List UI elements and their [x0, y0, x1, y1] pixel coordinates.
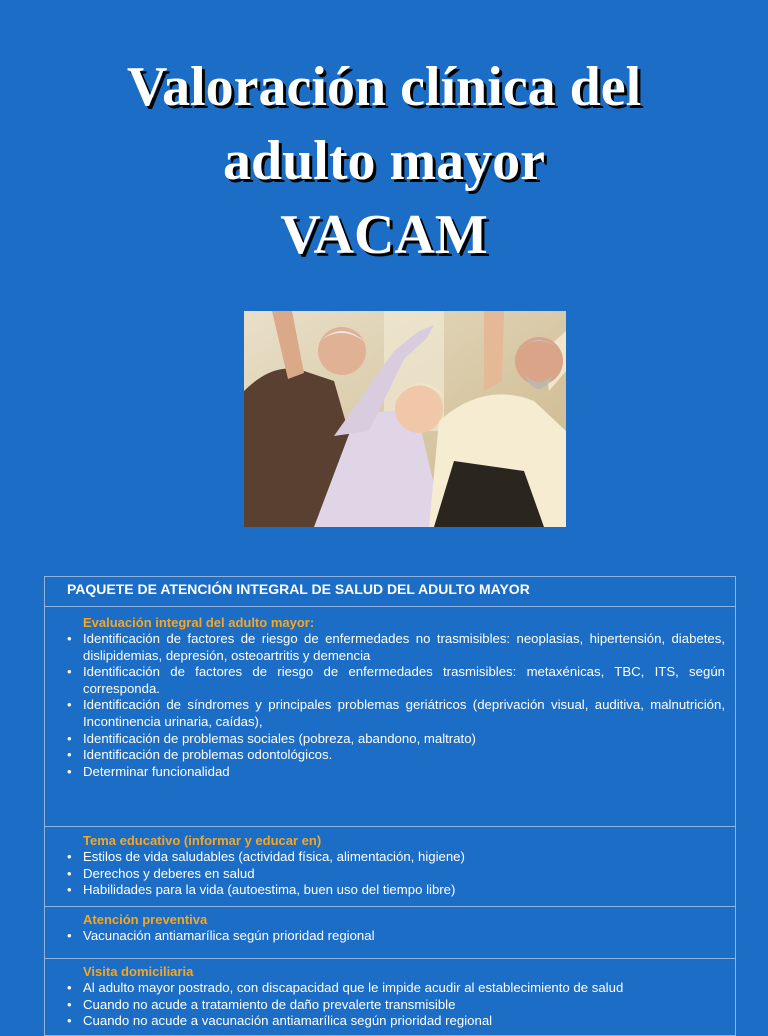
title-line-1: Valoración clínica del — [126, 56, 642, 118]
bullet-list — [67, 849, 725, 899]
section-atencion-preventiva — [45, 907, 735, 959]
list-item: • Cuando no acude a tratamiento de daño prevalerte transmisible — [67, 997, 725, 1014]
list-item: • Habilidades para la vida (autoestima, buen uso del tiempo libre) — [67, 882, 725, 899]
title-line-3: VACAM — [280, 204, 488, 266]
list-item: • Determinar funcionalidad — [67, 764, 725, 781]
section-title: Evaluación integral del adulto mayor: — [83, 615, 315, 630]
list-item: • Identificación de factores de riesgo de enfermedades no trasmisibles: neoplasias, hipertensión, diabetes, dislipidemias, depresión, osteoartritis y demencia — [67, 631, 725, 664]
slide-title — [0, 50, 768, 272]
list-item: • Identificación de síndromes y principales problemas geriátricos (deprivación visual, auditiva, malnutrición, Incontinencia urinaria, caídas), — [67, 697, 725, 730]
list-item: • Vacunación antiamarílica según prioridad regional — [67, 928, 725, 945]
section-tema-educativo — [45, 827, 735, 907]
list-item: • Identificación de factores de riesgo de enfermedades trasmisibles: metaxénicas, TBC, ITS, según corresponda. — [67, 664, 725, 697]
table-header: PAQUETE DE ATENCIÓN INTEGRAL DE SALUD DEL ADULTO MAYOR — [45, 577, 735, 607]
elderly-exercise-photo — [244, 311, 566, 527]
section-title: Tema educativo (informar y educar en) — [83, 833, 322, 848]
list-item: • Estilos de vida saludables (actividad física, alimentación, higiene) — [67, 849, 725, 866]
list-item: • Identificación de problemas odontológicos. — [67, 747, 725, 764]
bullet-list — [67, 631, 725, 780]
section-evaluacion — [45, 607, 735, 827]
list-item: • Identificación de problemas sociales (pobreza, abandono, maltrato) — [67, 731, 725, 748]
bullet-list — [67, 928, 725, 945]
section-title: Atención preventiva — [83, 912, 208, 927]
care-package-table — [44, 576, 736, 1036]
title-line-2: adulto mayor — [223, 130, 545, 192]
bullet-list — [67, 980, 725, 1030]
list-item: • Al adulto mayor postrado, con discapacidad que le impide acudir al establecimiento de salud — [67, 980, 725, 997]
list-item: • Derechos y deberes en salud — [67, 866, 725, 883]
section-title: Visita domiciliaria — [83, 964, 194, 979]
list-item: • Cuando no acude a vacunación antiamarílica según prioridad regional — [67, 1013, 725, 1030]
